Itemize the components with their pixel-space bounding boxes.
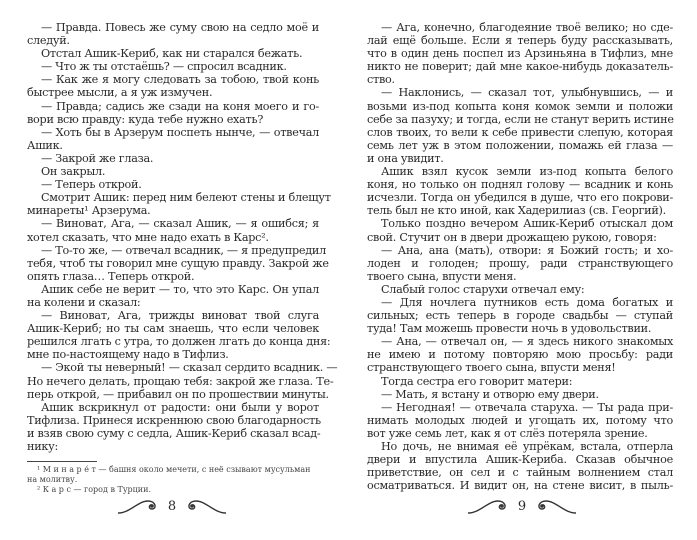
- text-line: Ашик себе не верит — то, что это Карс. Он упал: [41, 282, 319, 296]
- text-line: слов твоих, то вели к себе привести слепую, которая: [367, 125, 673, 139]
- text-line: мне по-настоящему надо в Тифлиз.: [27, 348, 229, 362]
- text-line: Ашик вскрикнул от радости: они были у ворот: [41, 400, 319, 414]
- text-line: ство.: [367, 73, 395, 87]
- text-line: себе за пазуху; и тогда, если не станут верить истине: [367, 112, 674, 126]
- text-line: — Виноват, Ага, — сказал Ашик, — я ошибся; я: [41, 217, 319, 231]
- right-page: [367, 21, 673, 492]
- text-line: — Ана, ана (мать), отвори: я Божий гость; и хо-: [381, 243, 673, 257]
- text-line: хотел сказать, что мне надо ехать в Карс².: [27, 230, 269, 244]
- text-line: лай ещё больше. Если я теперь буду рассказывать,: [367, 34, 673, 48]
- text-line: — Правда. Повесь же суму свою на седло моё и: [41, 21, 319, 34]
- left-page-text: [27, 21, 338, 453]
- text-line: что в один день поспел из Арзиньяна в Тифлиз, мне: [367, 47, 673, 61]
- text-line: осматриваться. И видит он, на стене висит, в пыль-: [367, 479, 673, 493]
- ornament-right-icon: [532, 497, 578, 515]
- page-number: 9: [517, 498, 527, 514]
- text-line: тель был не кто иной, как Хадерилиаз (св. Георгий).: [367, 204, 666, 218]
- text-line: семь лет уж в этом положении, помажь ей глаза —: [367, 138, 673, 152]
- text-line: — Ага, конечно, благодеяние твоё велико; но сде-: [381, 21, 673, 34]
- text-line: никто не поверит; дай мне какое-нибудь доказатель-: [367, 60, 673, 74]
- footnote-line: на молитву.: [27, 475, 78, 485]
- text-line: Отстал Ашик-Кериб, как ни старался бежать.: [41, 47, 303, 61]
- footnote-line: ¹ М и н а р е́ т — башня около мечети, с неё сзывают мусульман: [37, 465, 311, 475]
- text-line: Смотрит Ашик: перед ним белеют стены и блещут: [41, 191, 331, 205]
- text-line: возьми из-под копыта коня комок земли и положи: [367, 99, 673, 113]
- text-line: — Что ж ты отстаёшь? — спросил всадник.: [41, 60, 287, 74]
- text-line: Тифлиза. Принеся искреннюю свою благодарность: [27, 413, 321, 427]
- text-line: следуй.: [27, 34, 70, 48]
- page-number-right: [442, 497, 602, 515]
- text-line: — То-то же, — отвечал всадник, — я предупредил: [41, 243, 326, 257]
- text-line: на колени и сказал:: [27, 295, 141, 309]
- text-line: Он закрыл.: [41, 165, 106, 179]
- text-line: Ашик взял кусок земли из-под копыта белого: [381, 165, 673, 179]
- text-line: Тогда сестра его говорит матери:: [381, 374, 573, 388]
- ornament-left-icon: [466, 497, 512, 515]
- text-line: вори всю правду: куда тебе нужно ехать?: [27, 112, 264, 126]
- text-line: — Виноват, Ага, трижды виноват твой слуга: [41, 309, 319, 323]
- text-line: — Ана, — отвечал он, — я здесь никого знакомых: [381, 335, 673, 349]
- text-line: и взяв свою суму с седла, Ашик-Кериб сказал всад-: [27, 426, 321, 440]
- text-line: Только поздно вечером Ашик-Кериб отыскал дом: [381, 217, 673, 231]
- text-line: вот уже семь лет, как я от слёз потеряла зрение.: [367, 426, 648, 440]
- page-number-left: [92, 497, 252, 515]
- text-line: перь открой, — прибавил он по прошествии минуты.: [27, 387, 329, 401]
- footnote-divider: [27, 461, 97, 462]
- ornament-right-icon: [182, 497, 228, 515]
- text-line: тебя, чтоб ты говорил мне сущую правду. Закрой же: [27, 256, 329, 270]
- text-line: странствующего твоего сына, впусти меня!: [367, 361, 616, 375]
- text-line: двери и впустила Ашик-Кериба. Сказав обычное: [367, 453, 673, 467]
- text-line: нику:: [27, 440, 59, 453]
- text-line: туда! Там можешь провести ночь в удовольствии.: [367, 322, 652, 336]
- text-line: сильных; есть теперь в городе свадьбы — ступай: [367, 309, 673, 323]
- text-line: — Экой ты неверный! — сказал сердито всадник. —: [41, 361, 338, 375]
- page-number: 8: [167, 498, 177, 514]
- footnotes: [27, 465, 319, 495]
- text-line: нимать молодых людей и угощать их, потому что: [367, 413, 673, 427]
- text-line: свой. Стучит он в двери дрожащею рукою, говоря:: [367, 230, 657, 244]
- text-line: быстрее мысли, а я уж измучен.: [27, 86, 213, 100]
- text-line: — Как же я могу следовать за тобою, твой конь: [41, 73, 319, 87]
- text-line: — Правда; садись же сзади на коня моего и го-: [41, 99, 319, 113]
- text-line: не имею и потому повторяю мою просьбу: ради: [367, 348, 673, 362]
- text-line: Слабый голос старухи отвечал ему:: [381, 282, 585, 296]
- text-line: — Теперь открой.: [41, 178, 142, 192]
- text-line: исчезли. Тогда он убедился в душе, что его покрови-: [367, 191, 673, 205]
- text-line: — Закрой же глаза.: [41, 151, 154, 165]
- text-line: лоден и голоден; прошу, ради странствующего: [367, 256, 673, 270]
- text-line: — Для ночлега путников есть дома богатых и: [381, 295, 673, 309]
- right-page-text: [367, 21, 673, 492]
- text-line: твоего сына, впусти меня.: [367, 269, 517, 283]
- ornament-left-icon: [116, 497, 162, 515]
- text-line: Но нечего делать, прощаю тебя: закрой же глаза. Те-: [27, 374, 334, 388]
- left-page: [27, 21, 338, 495]
- text-line: — Хоть бы в Арзерум поспеть нынче, — отвечал: [41, 125, 319, 139]
- text-line: — Негодная! — отвечала старуха. — Ты рада при-: [381, 400, 673, 414]
- text-line: Ашик-Кериб; но ты сам знаешь, что если человек: [27, 322, 319, 336]
- text-line: минареты¹ Арзерума.: [27, 204, 151, 218]
- text-line: — Наклонись, — сказал тот, улыбнувшись, — и: [381, 86, 673, 100]
- text-line: Но дочь, не внимая её упрёкам, встала, отперла: [381, 440, 673, 453]
- text-line: приветствие, он сел и с тайным волнением стал: [367, 466, 673, 480]
- text-line: решился лгать с утра, то должен лгать до конца дня:: [27, 335, 331, 349]
- footnote-line: ² К а р с — город в Турции.: [37, 485, 152, 495]
- text-line: опять глаза… Теперь открой.: [27, 269, 195, 283]
- text-line: и она увидит.: [367, 151, 444, 165]
- text-line: — Мать, я встану и отворю ему двери.: [381, 387, 599, 401]
- text-line: коня, но только он поднял голову — всадник и конь: [367, 178, 673, 192]
- text-line: Ашик.: [27, 138, 63, 152]
